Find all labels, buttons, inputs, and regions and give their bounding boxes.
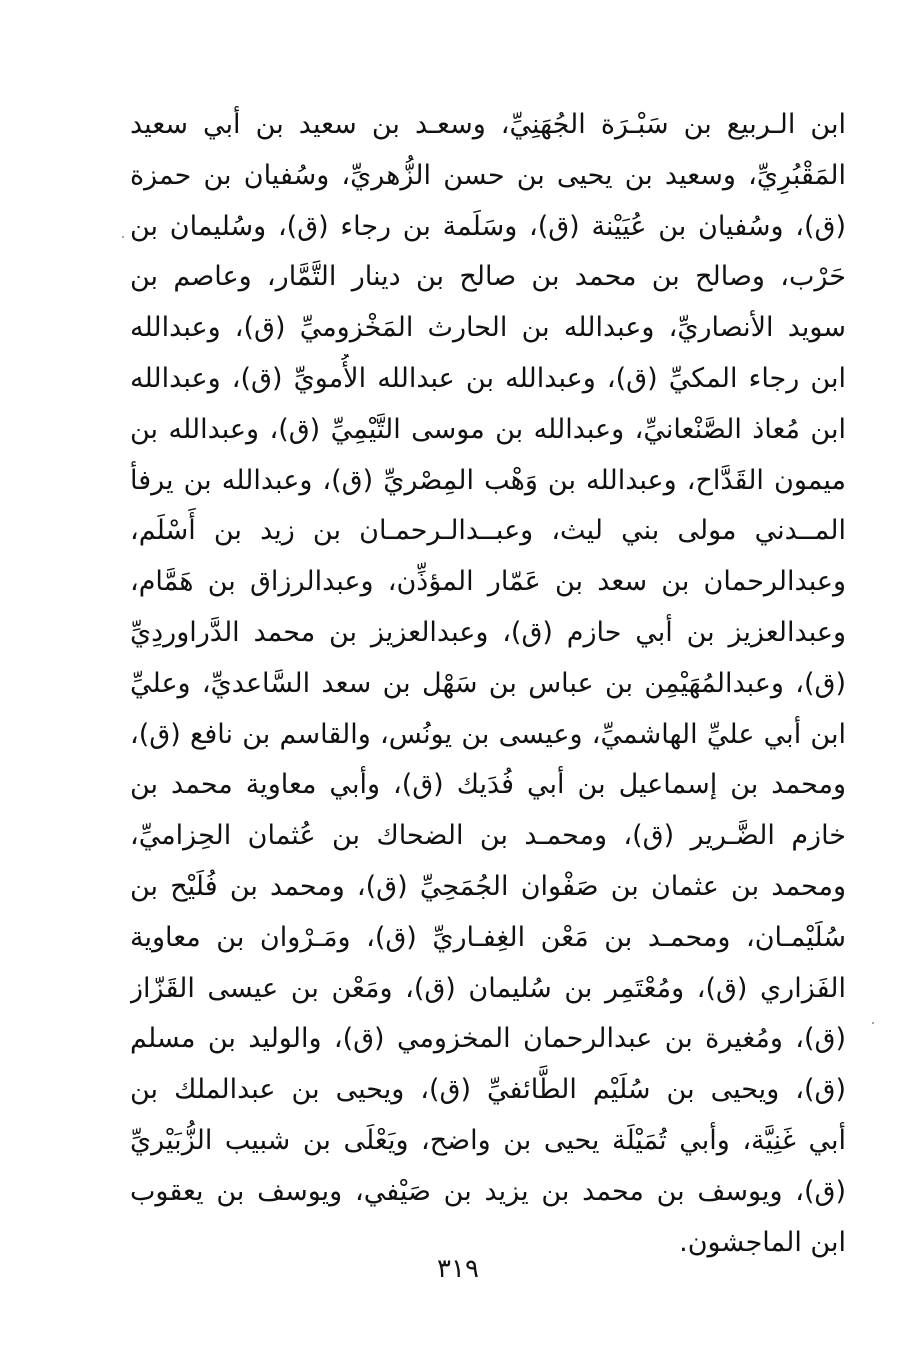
text-line-12: (ق)، وعبدالمُهَيْمِن بن عباس بن سَهْل بن سعد السَّاعديِّ، وعليِّ [130, 667, 846, 699]
text-line-11: وعبدالعزيز بن أبي حازم (ق)، وعبدالعزيز بن محمد الدَّراوردِيِّ [130, 616, 846, 648]
text-line-17: سُلَيْمـان، ومحمـد بن مَعْن الغِفـاريِّ (ق)، ومَـرْوان بن معاوية [130, 921, 846, 953]
text-line-1: ابن الـربيع بن سَبْـرَة الجُهَنِيِّ، وسعـد بن سعيد بن أبي سعيد [130, 109, 846, 140]
text-line-19: (ق)، ومُغيرة بن عبدالرحمان المخزومي (ق)، والوليد بن مسلم [130, 1023, 846, 1055]
text-line-13: ابن أبي عليِّ الهاشميِّ، وعيسى بن يونُس، والقاسم بن نافع (ق)، [130, 718, 846, 750]
scan-speck [122, 236, 124, 238]
text-line-6: ابن رجاء المكيِّ (ق)، وعبدالله بن عبدالله الأُمويِّ (ق)، وعبدالله [130, 362, 846, 394]
text-line-14: ومحمد بن إسماعيل بن أبي فُدَيك (ق)، وأبي معاوية محمد بن [130, 769, 846, 801]
text-line-7: ابن مُعاذ الصَّنْعانيِّ، وعبدالله بن موسى التَّيْمِيِّ (ق)، وعبدالله بن [130, 413, 846, 445]
text-line-21: أبي غَنِيَّة، وأبي تُمَيْلَة يحيى بن واضح، ويَعْلَى بن شبيب الزُّبَيْريِّ [130, 1124, 846, 1156]
scan-speck [872, 1022, 874, 1024]
text-line-8: ميمون القَدَّاح، وعبدالله بن وَهْب المِصْريِّ (ق)، وعبدالله بن يرفأ [130, 464, 846, 496]
text-line-16: ومحمد بن عثمان بن صَفْوان الجُمَحِيِّ (ق)، ومحمد بن فُلَيْح بن [130, 870, 846, 902]
text-line-4: حَرْب، وصالح بن محمد بن صالح بن دينار التَّمَّار، وعاصم بن [130, 261, 846, 293]
text-line-23: ابن الماجشون. [679, 1226, 846, 1258]
body-text [130, 100, 846, 1268]
text-line-2: المَقْبُرِيِّ، وسعيد بن يحيى بن حسن الزُّهريِّ، وسُفيان بن حمزة [130, 159, 846, 191]
text-line-9: المــدني مولى بني ليث، وعبــدالـرحمـان بن زيد بن أَسْلَم، [130, 515, 846, 547]
text-line-3: (ق)، وسُفيان بن عُيَيْنة (ق)، وسَلَمة بن رجاء (ق)، وسُليمان بن [130, 210, 846, 242]
text-line-15: خازم الضَّـرير (ق)، ومحمـد بن الضحاك بن عُثمان الحِزاميِّ، [130, 820, 846, 852]
text-line-5: سويد الأنصاريِّ، وعبدالله بن الحارث المَخْزوميِّ (ق)، وعبدالله [130, 312, 846, 344]
text-line-18: الفَزاري (ق)، ومُعْتَمِر بن سُليمان (ق)، ومَعْن بن عيسى القَزّاز [130, 972, 846, 1004]
text-line-10: وعبدالرحمان بن سعد بن عَمّار المؤذِّن، وعبدالرزاق بن هَمَّام، [130, 566, 846, 598]
page-number: ٣١٩ [437, 1254, 479, 1284]
text-line-22: (ق)، ويوسف بن محمد بن يزيد بن صَيْفي، ويوسف بن يعقوب [130, 1175, 846, 1207]
text-line-20: (ق)، ويحيى بن سُلَيْم الطَّائفيِّ (ق)، ويحيى بن عبدالملك بن [130, 1074, 846, 1106]
